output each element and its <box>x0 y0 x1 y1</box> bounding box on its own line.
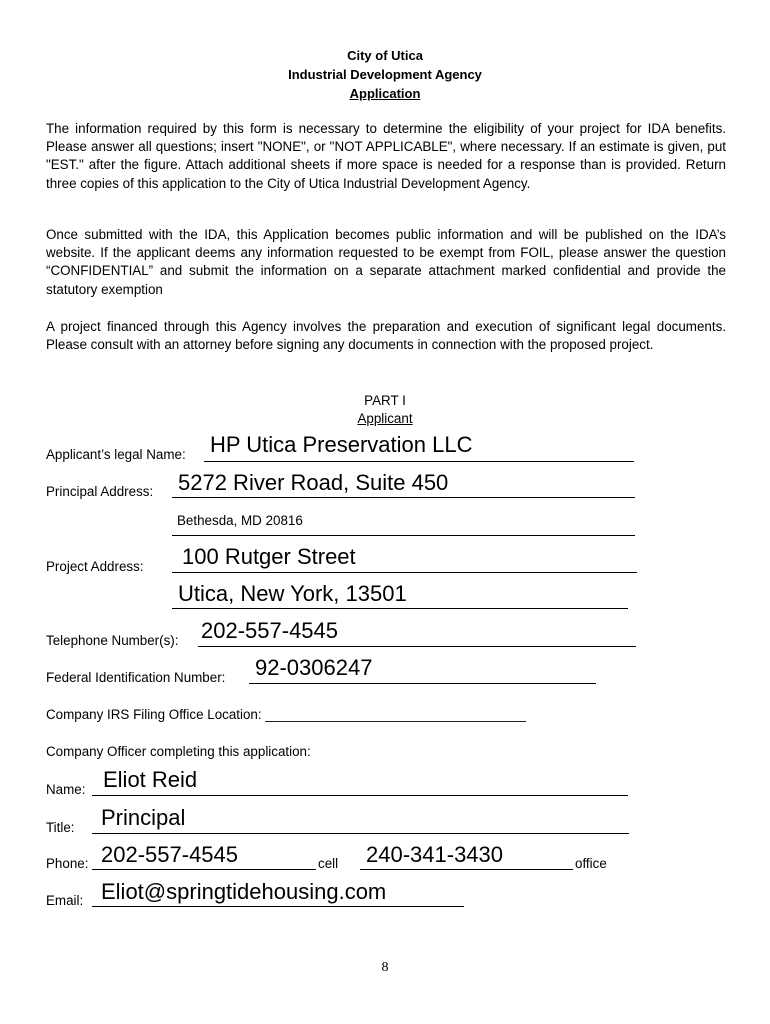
officer-label: Company Officer completing this application: <box>46 744 311 759</box>
part-subtitle: Applicant <box>357 411 413 426</box>
federal-id-field[interactable]: 92-0306247 <box>255 655 373 680</box>
telephone-label: Telephone Number(s): <box>46 633 179 648</box>
legal-name-line <box>204 461 634 462</box>
cell-label: cell <box>318 856 339 871</box>
phone-cell-line <box>92 869 316 870</box>
irs-office-label[interactable]: Company IRS Filing Office Location: ___________________________________ <box>46 707 526 722</box>
principal-address-label: Principal Address: <box>46 484 154 499</box>
principal-address-field-2[interactable]: Bethesda, MD 20816 <box>177 513 303 528</box>
email-label: Email: <box>46 893 84 908</box>
project-address-field-2[interactable]: Utica, New York, 13501 <box>178 581 407 606</box>
email-line <box>92 906 464 907</box>
project-address-label: Project Address: <box>46 559 144 574</box>
intro-paragraph-2: Once submitted with the IDA, this Application becomes public information and will be published on the IDA’s website. If the applicant deems any information requested to be exempt from FOIL, please answer the question “CONFIDENTIAL” and submit the information on a separate attachment marked confidential and provide the statutory exemption <box>46 227 726 297</box>
part-heading <box>0 392 770 428</box>
header-agency: Industrial Development Agency <box>288 67 482 82</box>
office-label: office <box>575 856 607 871</box>
phone-label: Phone: <box>46 856 89 871</box>
title-label: Title: <box>46 820 75 835</box>
name-field[interactable]: Eliot Reid <box>103 767 198 792</box>
project-address-line-1 <box>172 572 637 573</box>
phone-cell-field[interactable]: 202-557-4545 <box>101 842 239 867</box>
telephone-field[interactable]: 202-557-4545 <box>201 618 339 643</box>
telephone-line <box>198 646 636 647</box>
header-city: City of Utica <box>347 48 423 63</box>
principal-address-line-2 <box>172 535 635 536</box>
part-title: PART I <box>364 393 406 408</box>
principal-address-field-1[interactable]: 5272 River Road, Suite 450 <box>178 470 449 495</box>
email-field[interactable]: Eliot@springtidehousing.com <box>101 879 387 904</box>
header-application: Application <box>349 86 421 101</box>
title-field[interactable]: Principal <box>101 805 186 830</box>
federal-id-line <box>249 683 596 684</box>
legal-name-field[interactable]: HP Utica Preservation LLC <box>210 432 473 457</box>
phone-office-field[interactable]: 240-341-3430 <box>366 842 504 867</box>
principal-address-line-1 <box>172 497 635 498</box>
phone-office-line <box>360 869 573 870</box>
project-address-field-1[interactable]: 100 Rutger Street <box>182 544 356 569</box>
name-label: Name: <box>46 782 86 797</box>
legal-name-label: Applicant’s legal Name: <box>46 447 186 462</box>
intro-paragraph-3: A project financed through this Agency involves the preparation and execution of significant legal documents. Please consult with an attorney before signing any documents in connection with the proposed project. <box>46 319 726 353</box>
project-address-line-2 <box>172 608 628 609</box>
title-line <box>92 833 629 834</box>
name-line <box>92 795 628 796</box>
intro-paragraph-1: The information required by this form is necessary to determine the eligibility of your project for IDA benefits. Please answer all questions; insert "NONE", or "NOT APPLICABLE", where necessary. If an estimate is given, put "EST." after the figure. Attach additional sheets if more space is needed for a response than is provided. Return three copies of this application to the City of Utica Industrial Development Agency. <box>46 121 726 191</box>
page-number: 8 <box>381 960 389 975</box>
federal-id-label: Federal Identification Number: <box>46 670 226 685</box>
document-header <box>0 46 770 103</box>
